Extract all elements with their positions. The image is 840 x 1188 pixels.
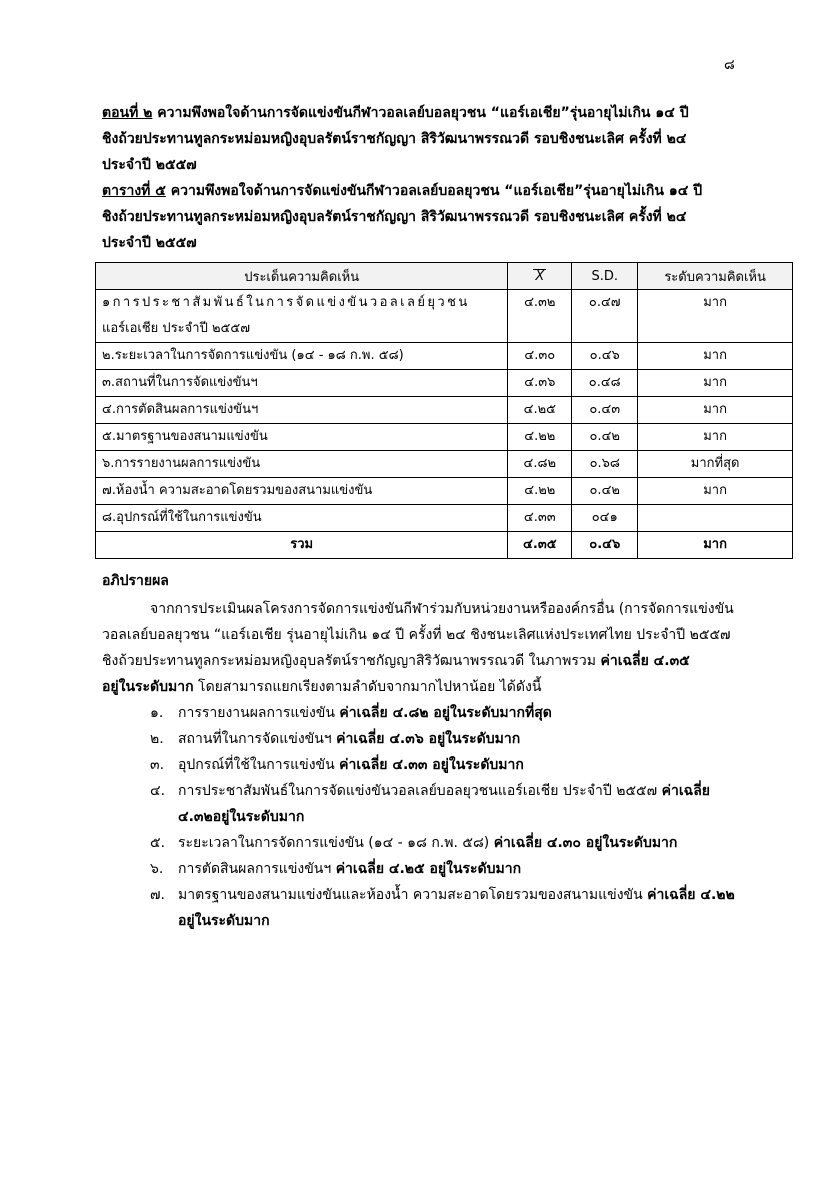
list-item-topic: การรายงานผลการแข่งขัน [178, 705, 340, 721]
discussion-line1: จากการประเมินผลโครงการจัดการแข่งขันกีฬาร่วมกับหน่วยงานหรือองค์กรอื่น (การจัดการแข่งขัน [150, 601, 734, 617]
total-label: รวม [96, 532, 508, 559]
total-mean: ๔.๓๕ [508, 532, 572, 559]
list-item-text [178, 752, 768, 778]
list-item-mean: ค่าเฉลี่ย ๔.๒๒ [647, 887, 735, 903]
list-item-mean: ค่าเฉลี่ย ๔.๓๖ อยู่ในระดับมาก [336, 731, 521, 747]
table-total-row [96, 532, 793, 559]
discussion-line4-text: โดยสามารถแยกเรียงตามลำดับจากมากไปหาน้อย ได้ดังนี้ [193, 679, 542, 695]
total-level: มาก [638, 532, 793, 559]
table-header-row [96, 263, 793, 290]
list-item-topic: สถานที่ในการจัดแข่งขันฯ [178, 731, 337, 747]
header-issue: ประเด็นความคิดเห็น [96, 263, 508, 290]
discussion-overall-level: อยู่ในระดับมาก [102, 679, 194, 695]
list-item-number: ๖. [150, 861, 164, 877]
list-item-number: ๒. [150, 731, 164, 747]
list-item-mean: ค่าเฉลี่ย ๔.๒๕ อยู่ในระดับมาก [335, 861, 522, 877]
list-item-text [178, 856, 768, 882]
page-number: ๘ [724, 57, 735, 73]
row-mean: ๔.๓๐ [508, 343, 572, 370]
list-item-topic: การตัดสินผลการแข่งขันฯ [178, 861, 336, 877]
table-caption-line1: ความพึงพอใจด้านการจัดแข่งขันกีฬาวอลเลย์บอลยุวชน “แอร์เอเชีย”รุ่นอายุไม่เกิน ๑๔ ปี [165, 183, 703, 199]
row-sd: ๐.๖๘ [572, 451, 638, 478]
section-label: ตอนที่ ๒ [102, 105, 153, 121]
list-item-mean: ค่าเฉลี่ย [661, 783, 710, 799]
header-level: ระดับความคิดเห็น [638, 263, 793, 290]
mean-symbol: X [535, 268, 545, 284]
total-sd: ๐.๔๖ [572, 532, 638, 559]
discussion-line3 [102, 648, 762, 674]
list-item-mean: ค่าเฉลี่ย ๔.๓๓ อยู่ในระดับมาก [339, 757, 524, 773]
row-sd: ๐.๔๒ [572, 478, 638, 505]
row-level: มาก [638, 370, 793, 397]
table-row [96, 343, 793, 370]
row-sd: ๐.๔๖ [572, 343, 638, 370]
row-issue: ๔.การตัดสินผลการแข่งขันฯ [96, 397, 508, 424]
list-item-text [178, 726, 768, 752]
row-issue: ๗.ห้องน้ำ ความสะอาดโดยรวมของสนามแข่งขัน [96, 478, 508, 505]
row-sd: ๐.๔๘ [572, 370, 638, 397]
table-caption-line2: ชิงถ้วยประทานทูลกระหม่อมหญิงอุบลรัตน์ราชกัญญา สิริวัฒนาพรรณวดี รอบชิงชนะเลิศ ครั้งที่ ๒๔ [102, 209, 687, 225]
list-item-number: ๕. [150, 835, 166, 851]
satisfaction-table [95, 262, 793, 559]
row-issue: ๕.มาตรฐานของสนามแข่งขัน [96, 424, 508, 451]
table-row [96, 478, 793, 505]
table-caption-line3: ประจำปี ๒๕๕๗ [102, 235, 197, 251]
row-mean: ๔.๓๓ [508, 505, 572, 532]
list-item-mean: ค่าเฉลี่ย ๔.๘๒ อยู่ในระดับมาก [339, 705, 525, 721]
discussion-overall-mean: ค่าเฉลี่ย ๔.๓๕ [600, 653, 690, 669]
table-row [96, 451, 793, 478]
discussion-line3-text: ชิงถ้วยประทานทูลกระหม่อมหญิงอุบลรัตน์ราชกัญญาสิริวัฒนาพรรณวดี ในภาพรวม [102, 653, 601, 669]
section-title-line1: ความพึงพอใจด้านการจัดแข่งขันกีฬาวอลเลย์บอลยุวชน “แอร์เอเชีย”รุ่นอายุไม่เกิน ๑๔ ปี [152, 105, 689, 121]
list-item-topic: ระยะเวลาในการจัดการแข่งขัน (๑๔ - ๑๘ ก.พ. ๕๘) [178, 835, 494, 851]
discussion-line4 [102, 674, 762, 700]
section-heading [102, 100, 792, 126]
row-level: มากที่สุด [638, 451, 793, 478]
list-item-text [178, 700, 768, 726]
row-issue: ๘.อุปกรณ์ที่ใช้ในการแข่งขัน [96, 505, 508, 532]
list-item-mean-line2: อยู่ในระดับมาก [178, 913, 270, 929]
list-item-number: ๑. [150, 705, 164, 721]
row-level: มาก [638, 397, 793, 424]
row-level: มาก [638, 424, 793, 451]
list-item-topic: อุปกรณ์ที่ใช้ในการแข่งขัน [178, 757, 340, 773]
section-title-line2: ชิงถ้วยประทานทูลกระหม่อมหญิงอุบลรัตน์ราชกัญญา สิริวัฒนาพรรณวดี รอบชิงชนะเลิศ ครั้งที่ ๒๔ [102, 131, 687, 147]
list-item-suffix: ที่สุด [525, 705, 552, 721]
row-issue-line2: แอร์เอเชีย ประจำปี ๒๕๕๗ [102, 321, 250, 336]
row-mean: ๔.๘๒ [508, 451, 572, 478]
list-item-number: ๔. [150, 783, 166, 799]
table-row [96, 505, 793, 532]
table-row [96, 424, 793, 451]
row-sd: ๐.๔๗ [572, 290, 638, 343]
header-sd: S.D. [572, 263, 638, 290]
table-caption-label: ตารางที่ ๕ [102, 183, 166, 199]
list-item-mean: ค่าเฉลี่ย ๔.๓๐ อยู่ในระดับมาก [493, 835, 678, 851]
list-item-text [178, 908, 768, 934]
row-sd: ๐.๔๒ [572, 424, 638, 451]
row-issue-line1: ๑การประชาสัมพันธ์ในการจัดแข่งขันวอลเลย์ยุวชน [102, 295, 470, 310]
table-row [96, 370, 793, 397]
row-level [638, 505, 793, 532]
row-issue [96, 290, 508, 343]
list-item-topic: มาตรฐานของสนามแข่งขันและห้องน้ำ ความสะอาดโดยรวมของสนามแข่งขัน [178, 887, 648, 903]
list-item-text [178, 804, 768, 830]
row-issue: ๒.ระยะเวลาในการจัดการแข่งขัน (๑๔ - ๑๘ ก.พ. ๕๘) [96, 343, 508, 370]
list-item-text [178, 882, 768, 908]
list-item-text [178, 778, 768, 804]
table-row [96, 397, 793, 424]
discussion-title: อภิปรายผล [102, 573, 169, 589]
section-title-line3: ประจำปี ๒๕๕๗ [102, 157, 197, 173]
list-item-number: ๓. [150, 757, 165, 773]
row-mean: ๔.๒๕ [508, 397, 572, 424]
row-mean: ๔.๓๒ [508, 290, 572, 343]
row-sd: ๐.๔๓ [572, 397, 638, 424]
row-level: มาก [638, 290, 793, 343]
header-mean [508, 263, 572, 290]
row-level: มาก [638, 343, 793, 370]
list-item-topic: การประชาสัมพันธ์ในการจัดแข่งขันวอลเลย์บอลยุวชนแอร์เอเชีย ประจำปี ๒๕๕๗ [178, 783, 662, 799]
row-mean: ๔.๒๒ [508, 424, 572, 451]
discussion-line2: วอลเลย์บอลยุวชน “แอร์เอเชีย รุ่นอายุไม่เกิน ๑๔ ปี ครั้งที่ ๒๔ ชิงชนะเลิศแห่งประเทศไทย ประจำปี ๒๕๕๗ [102, 627, 731, 643]
row-issue: ๖.การรายงานผลการแข่งขัน [96, 451, 508, 478]
row-issue: ๓.สถานที่ในการจัดแข่งขันฯ [96, 370, 508, 397]
list-item-text [178, 830, 768, 856]
row-mean: ๔.๓๖ [508, 370, 572, 397]
row-mean: ๔.๒๒ [508, 478, 572, 505]
row-level: มาก [638, 478, 793, 505]
row-sd: ๐๔๑ [572, 505, 638, 532]
table-caption [102, 178, 792, 204]
list-item-mean-line2: ๔.๓๒อยู่ในระดับมาก [178, 809, 305, 825]
table-row [96, 290, 793, 343]
list-item-number: ๗. [150, 887, 165, 903]
